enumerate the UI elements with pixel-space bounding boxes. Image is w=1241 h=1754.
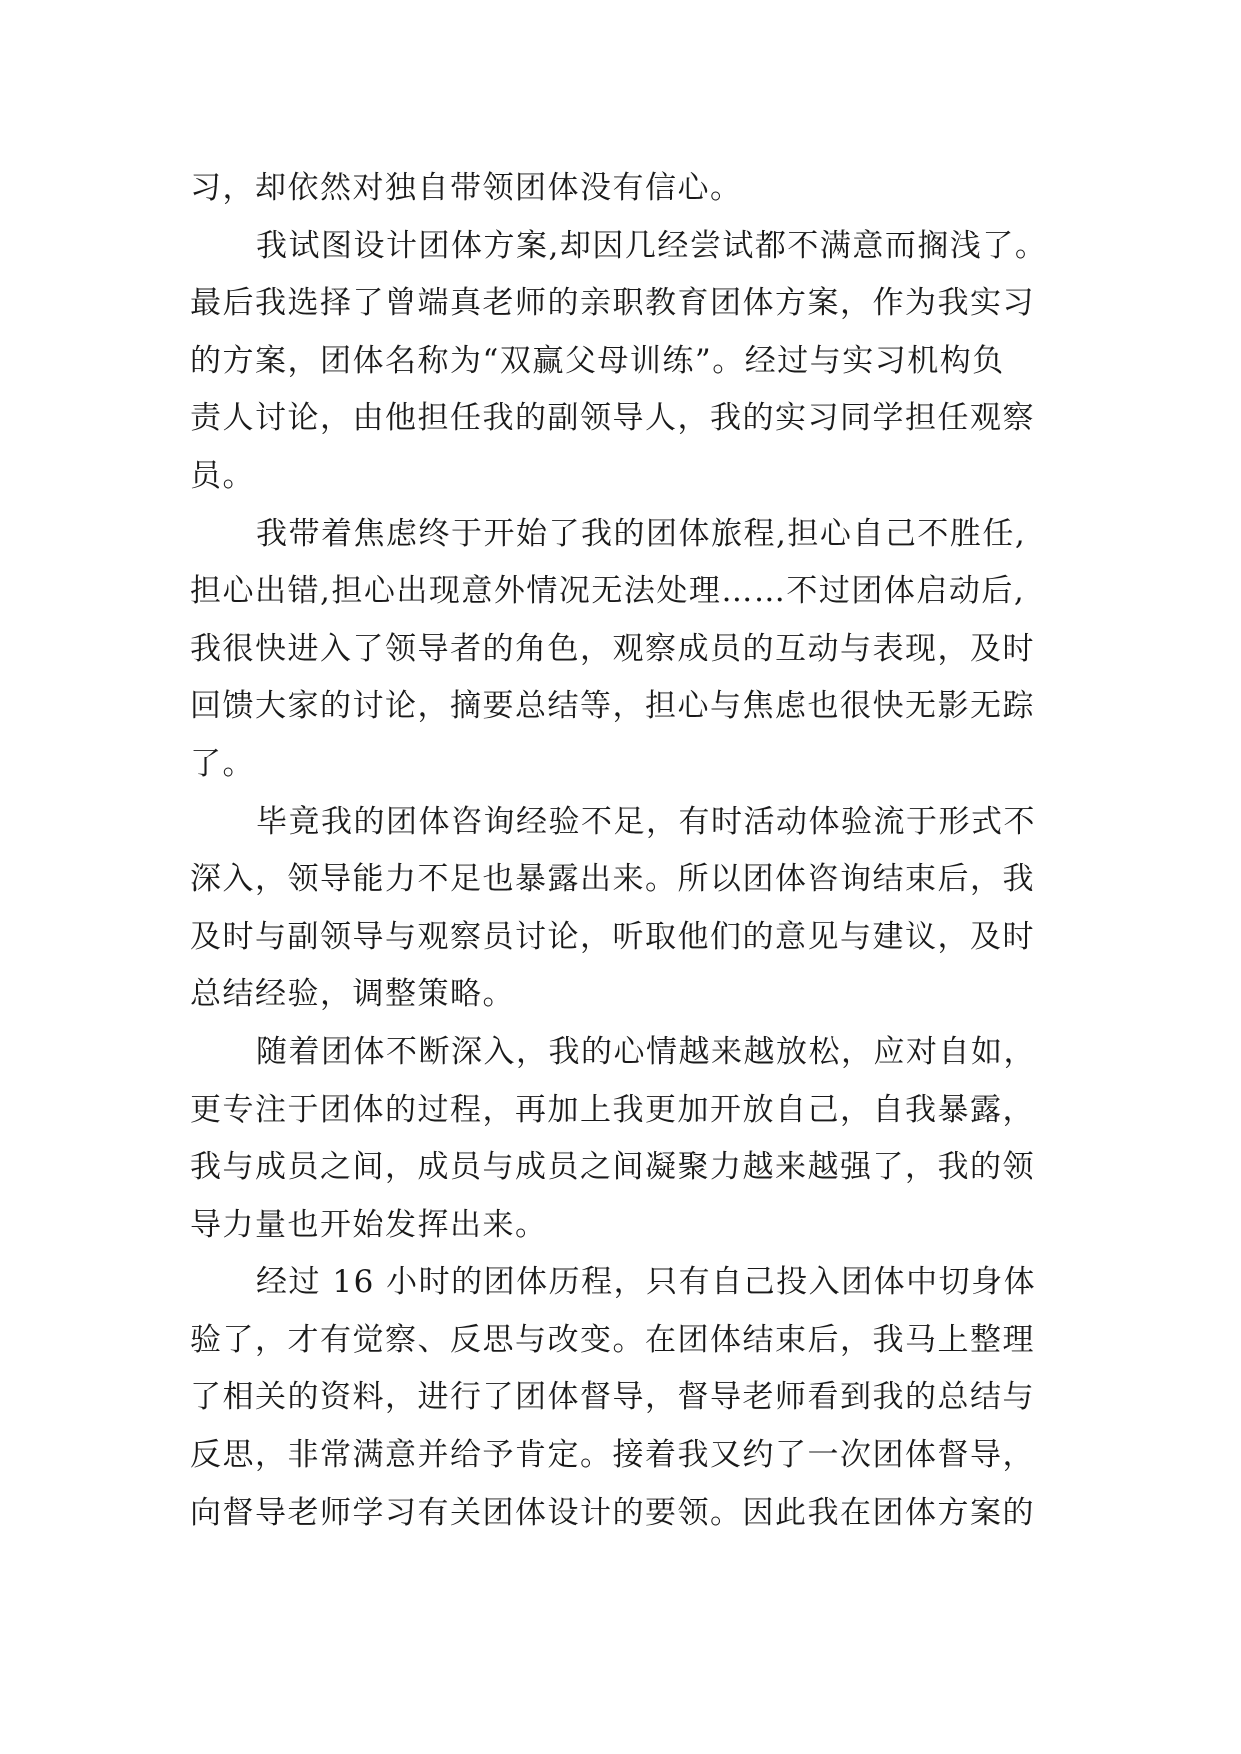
- text-line: 总结经验，调整策略。: [190, 976, 515, 1013]
- text-line: 深入，领导能力不足也暴露出来。所以团体咨询结束后，我: [190, 861, 1035, 898]
- text-line: 责人讨论，由他担任我的副领导人，我的实习同学担任观察: [190, 400, 1035, 437]
- text-line: 习，却依然对独自带领团体没有信心。: [190, 170, 743, 206]
- text-line: 及时与副领导与观察员讨论，听取他们的意见与建议，及时: [190, 918, 1035, 955]
- text-line: 更专注于团体的过程，再加上我更加开放自己，自我暴露，: [190, 1091, 1035, 1128]
- text-line: 经过 16 小时的团体历程，只有自己投入团体中切身体: [256, 1264, 1037, 1301]
- text-line: 回馈大家的讨论，摘要总结等，担心与焦虑也很快无影无踪: [190, 688, 1035, 725]
- text-line: 向督导老师学习有关团体设计的要领。因此我在团体方案的: [190, 1494, 1035, 1531]
- text-line: 担心出错,担心出现意外情况无法处理……不过团体启动后,: [190, 573, 1026, 610]
- text-line: 员。: [190, 457, 255, 494]
- text-line: 验了，才有觉察、反思与改变。在团体结束后，我马上整理: [190, 1321, 1035, 1358]
- text-line: 我试图设计团体方案,却因几经尝试都不满意而搁浅了。: [256, 227, 1048, 264]
- text-line: 反思，非常满意并给予肯定。接着我又约了一次团体督导，: [190, 1437, 1035, 1474]
- text-line: 了相关的资料，进行了团体督导，督导老师看到我的总结与: [190, 1379, 1035, 1416]
- text-line: 导力量也开始发挥出来。: [190, 1206, 548, 1243]
- body-text: [190, 160, 1060, 1542]
- text-line: 随着团体不断深入，我的心情越来越放松，应对自如，: [256, 1033, 1036, 1070]
- text-line: 了。: [190, 745, 255, 782]
- text-line: 我与成员之间，成员与成员之间凝聚力越来越强了，我的领: [190, 1149, 1035, 1186]
- text-line: 我带着焦虑终于开始了我的团体旅程,担心自己不胜任,: [256, 515, 1027, 552]
- text-line: 的方案，团体名称为“双赢父母训练”。经过与实习机构负: [190, 342, 1005, 379]
- text-line: 毕竟我的团体咨询经验不足，有时活动体验流于形式不: [256, 803, 1036, 840]
- text-line: 我很快进入了领导者的角色，观察成员的互动与表现，及时: [190, 630, 1035, 667]
- text-line: 最后我选择了曾端真老师的亲职教育团体方案，作为我实习: [190, 285, 1035, 322]
